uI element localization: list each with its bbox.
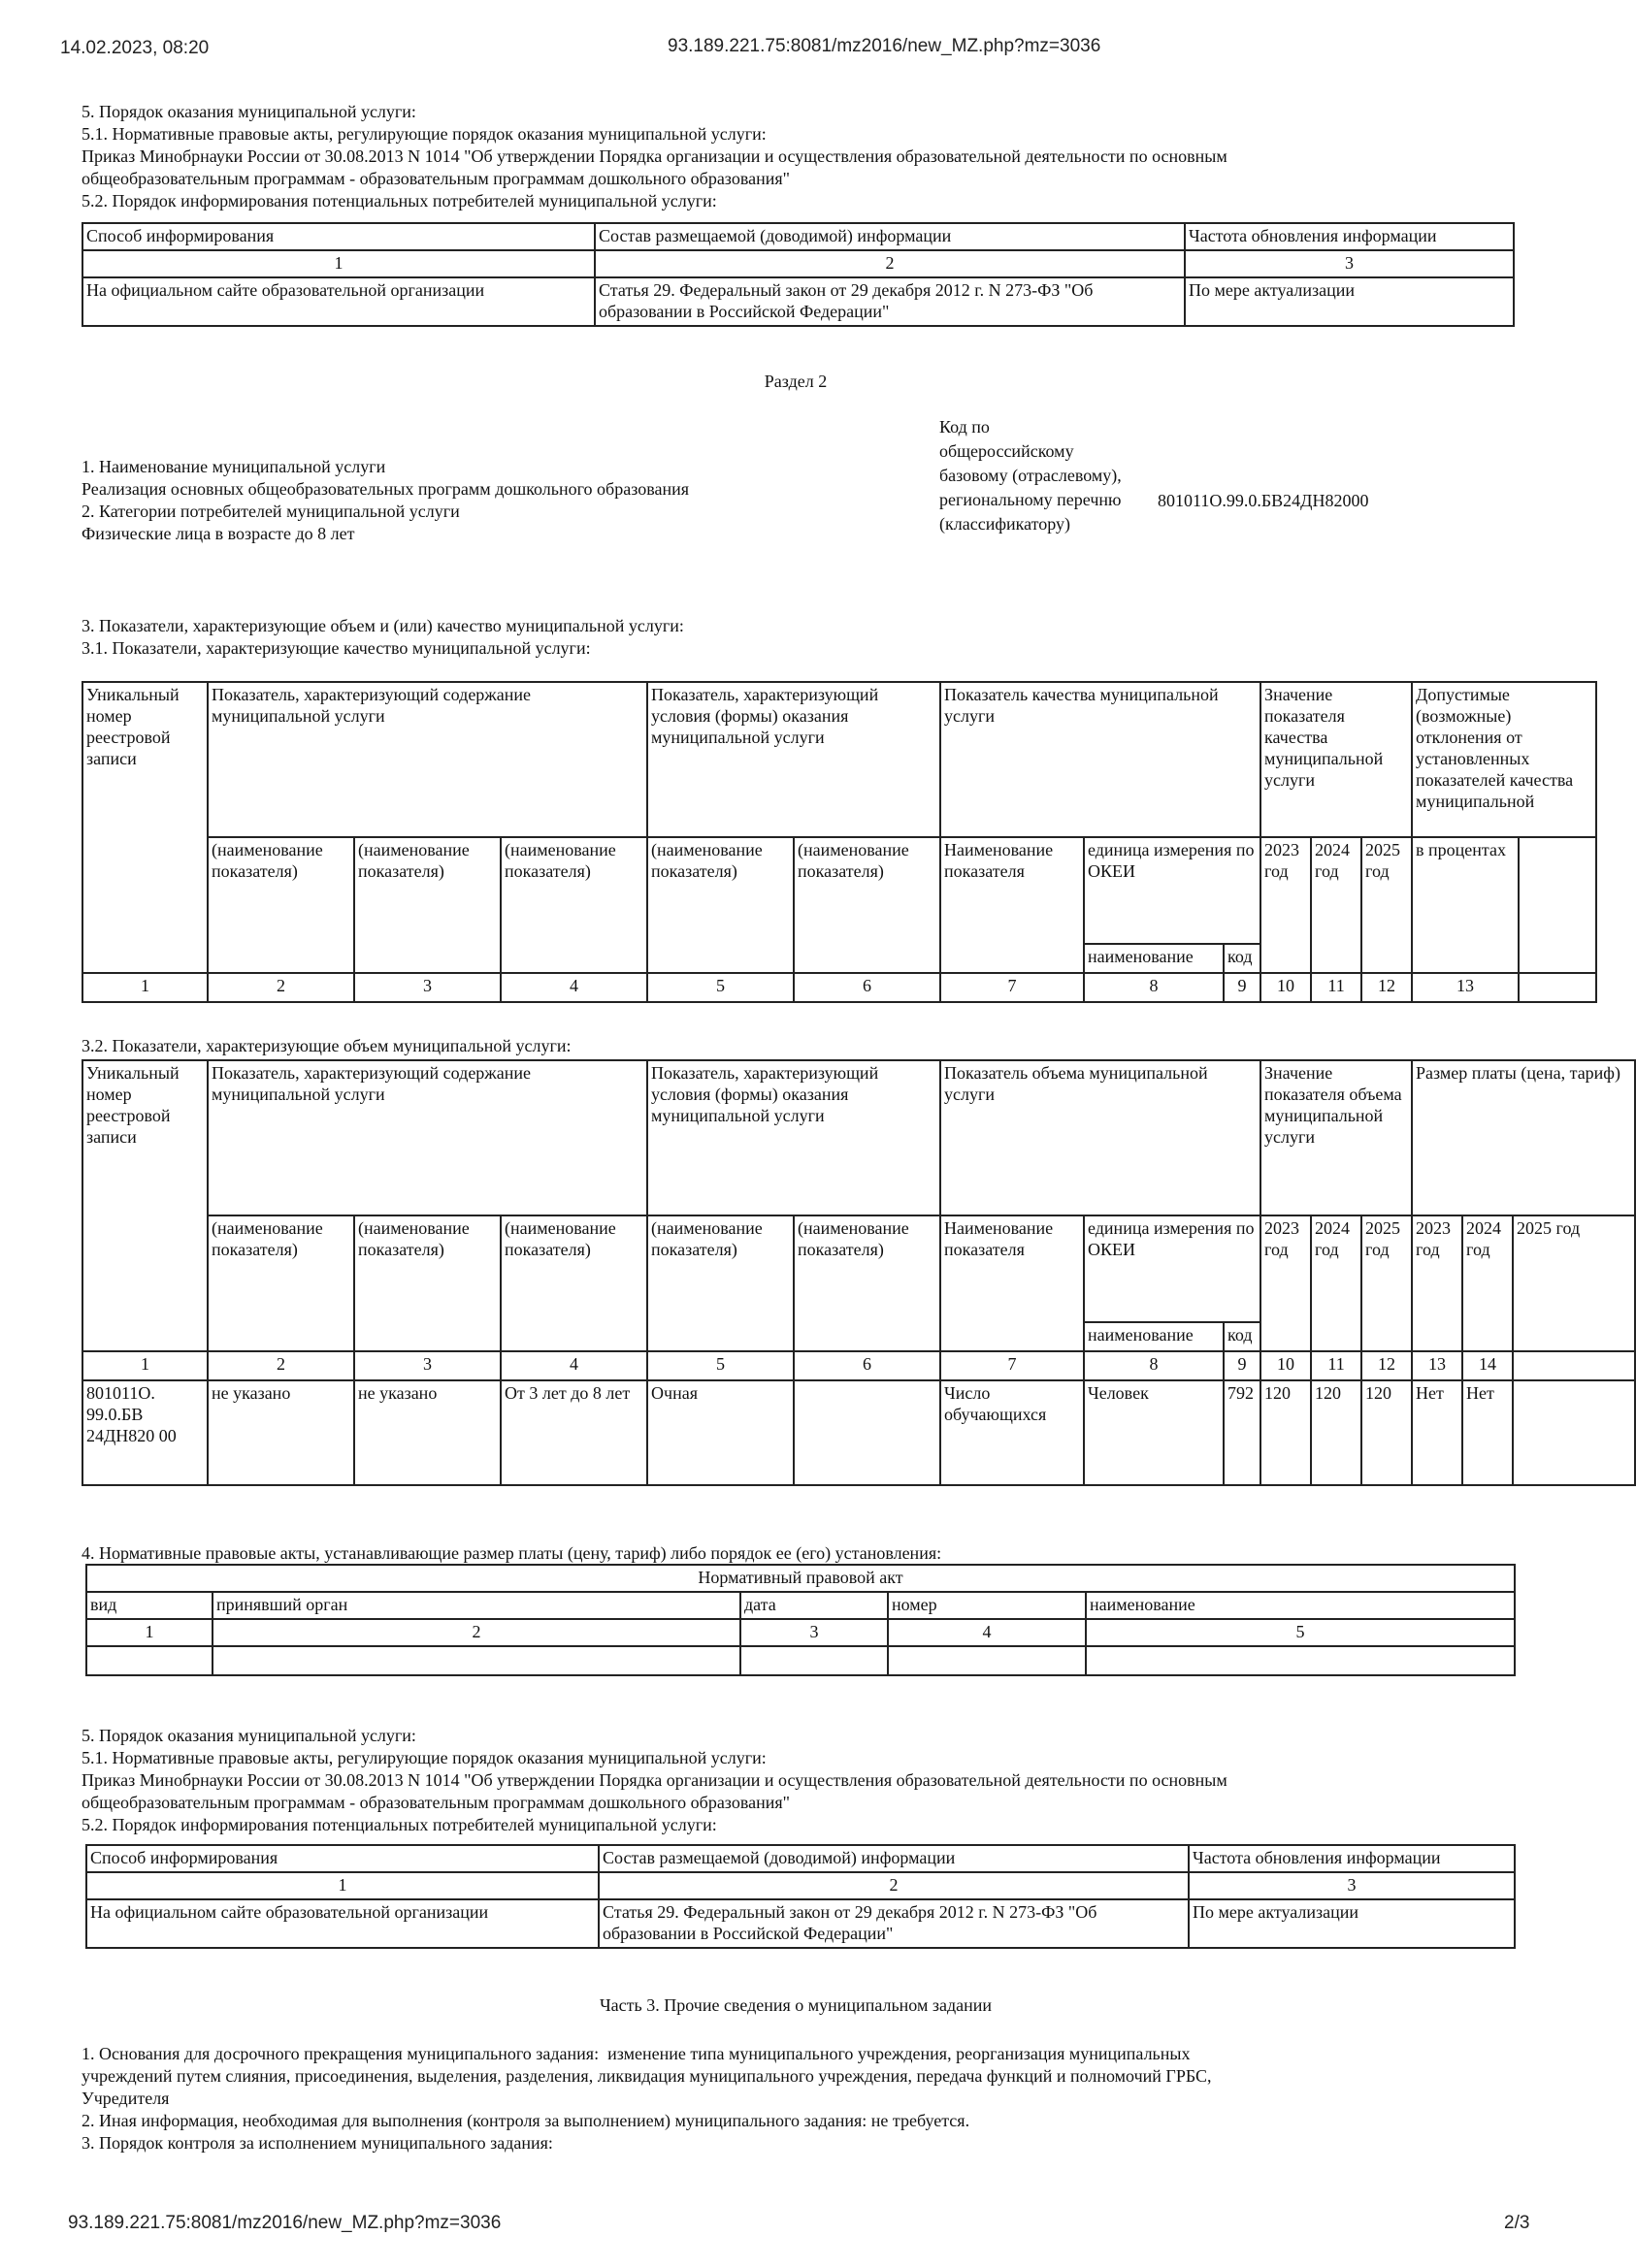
part3-line: 1. Основания для досрочного прекращения муниципального задания: изменение типа муниципального учреждения, реорганизация муниципальных xyxy=(82,2044,1191,2063)
volume-heading: 3.2. Показатели, характеризующие объем муниципальной услуги: xyxy=(82,1036,572,1055)
part3-line: Учредителя xyxy=(82,2089,170,2108)
indicator-name-header: (наименование показателя) xyxy=(647,1215,794,1351)
consumer-heading: 2. Категории потребителей муниципальной услуги xyxy=(82,502,460,521)
indicator-name-header: (наименование показателя) xyxy=(501,837,647,973)
table-cell: По мере актуализации xyxy=(1189,1899,1515,1948)
col-number: 11 xyxy=(1311,1351,1361,1380)
col-header: вид xyxy=(86,1592,213,1619)
col-number: 9 xyxy=(1224,973,1260,1002)
classifier-code-value: 801011О.99.0.БВ24ДН82000 xyxy=(1158,491,1369,510)
table-cell: Статья 29. Федеральный закон от 29 декабря 2012 г. N 273-ФЗ "Об образовании в Российской Федерации" xyxy=(595,277,1185,326)
table-cell: Число обучающихся xyxy=(940,1380,1084,1485)
indicator-name-header: Наименование показателя xyxy=(940,1215,1084,1351)
service-name: Реализация основных общеобразовательных программ дошкольного образования xyxy=(82,479,690,499)
quality-indicator-header: Показатель качества муниципальной услуги xyxy=(940,682,1260,837)
col-number: 7 xyxy=(940,973,1084,1002)
print-url-bottom: 93.189.221.75:8081/mz2016/new_MZ.php?mz=3036 xyxy=(68,2213,502,2233)
npa-heading: 5.1. Нормативные правовые акты, регулирующие порядок оказания муниципальной услуги: xyxy=(82,124,767,144)
table-cell: 120 xyxy=(1361,1380,1412,1485)
unit-header: единица измерения по ОКЕИ xyxy=(1084,837,1260,944)
part3-block xyxy=(82,2043,1527,2155)
print-url-top: 93.189.221.75:8081/mz2016/new_MZ.php?mz=3036 xyxy=(668,36,1101,56)
inform-table-top xyxy=(82,222,1515,327)
volume-table xyxy=(82,1059,1636,1486)
year-header: 2024 год xyxy=(1311,1215,1361,1351)
npa-text-line2: общеобразовательным программам - образовательным программам дошкольного образования" xyxy=(82,1793,790,1812)
table-cell: Человек xyxy=(1084,1380,1224,1485)
indicator-name-header: (наименование показателя) xyxy=(501,1215,647,1351)
col-number: 1 xyxy=(82,973,208,1002)
col-number: 14 xyxy=(1462,1351,1513,1380)
indicators-heading-line1: 3. Показатели, характеризующие объем и (или) качество муниципальной услуги: xyxy=(82,616,684,635)
npa-fee-heading: 4. Нормативные правовые акты, устанавливающие размер платы (цену, тариф) либо порядок ее (его) установления: xyxy=(82,1543,942,1563)
unit-code-header: код xyxy=(1224,944,1260,973)
part3-line: 2. Иная информация, необходимая для выполнения (контроля за выполнением) муниципального задания: не требуется. xyxy=(82,2111,970,2130)
col-number: 8 xyxy=(1084,1351,1224,1380)
inform-heading: 5.2. Порядок информирования потенциальных потребителей муниципальной услуги: xyxy=(82,191,717,211)
table-cell: Очная xyxy=(647,1380,794,1485)
col-number: 2 xyxy=(208,973,354,1002)
col-number: 1 xyxy=(86,1872,599,1899)
table-cell xyxy=(1086,1646,1515,1675)
year-header: 2025 год xyxy=(1361,1215,1412,1351)
part3-line: 3. Порядок контроля за исполнением муниципального задания: xyxy=(82,2133,553,2153)
razdel-title: Раздел 2 xyxy=(764,372,828,391)
col-header: Способ информирования xyxy=(86,1845,599,1872)
col-header: Способ информирования xyxy=(82,223,595,250)
part3-line: учреждений путем слияния, присоединения, выделения, разделения, ликвидация муниципального учреждения, передача функций и полномочий ГРБС, xyxy=(82,2066,1212,2086)
conditions-indicator-header: Показатель, характеризующий условия (формы) оказания муниципальной услуги xyxy=(647,1060,940,1215)
table-cell: Статья 29. Федеральный закон от 29 декабря 2012 г. N 273-ФЗ "Об образовании в Российской Федерации" xyxy=(599,1899,1189,1948)
col-number: 2 xyxy=(599,1872,1189,1899)
col-number: 13 xyxy=(1412,1351,1462,1380)
print-datetime: 14.02.2023, 08:20 xyxy=(60,38,210,58)
year-header: 2024 год xyxy=(1311,837,1361,973)
order-section-top xyxy=(82,101,1527,212)
conditions-indicator-header: Показатель, характеризующий условия (формы) оказания муниципальной услуги xyxy=(647,682,940,837)
table-cell xyxy=(888,1646,1086,1675)
unit-name-header: наименование xyxy=(1084,944,1224,973)
col-number: 1 xyxy=(86,1619,213,1646)
absolute-header xyxy=(1519,837,1596,973)
table-cell xyxy=(213,1646,740,1675)
col-header: Состав размещаемой (доводимой) информации xyxy=(595,223,1185,250)
col-header: номер xyxy=(888,1592,1086,1619)
col-number: 2 xyxy=(208,1351,354,1380)
indicator-name-header: (наименование показателя) xyxy=(647,837,794,973)
inform-table-bottom xyxy=(85,1844,1516,1949)
table-cell: На официальном сайте образовательной организации xyxy=(86,1899,599,1948)
table-cell: не указано xyxy=(208,1380,354,1485)
quality-heading: 3.1. Показатели, характеризующие качество муниципальной услуги: xyxy=(82,638,591,658)
quality-table xyxy=(82,681,1597,1003)
unit-header: единица измерения по ОКЕИ xyxy=(1084,1215,1260,1322)
col-number: 11 xyxy=(1311,973,1361,1002)
indicator-name-header: Наименование показателя xyxy=(940,837,1084,973)
col-number xyxy=(1519,973,1596,1002)
service-name-heading: 1. Наименование муниципальной услуги xyxy=(82,457,386,476)
npa-text-line2: общеобразовательным программам - образовательным программам дошкольного образования" xyxy=(82,169,790,188)
table-cell: По мере актуализации xyxy=(1185,277,1514,326)
col-number: 9 xyxy=(1224,1351,1260,1380)
indicator-name-header: (наименование показателя) xyxy=(208,837,354,973)
col-number xyxy=(1513,1351,1635,1380)
col-header: Состав размещаемой (доводимой) информации xyxy=(599,1845,1189,1872)
col-number: 3 xyxy=(354,1351,501,1380)
indicator-name-header: (наименование показателя) xyxy=(208,1215,354,1351)
table-cell: На официальном сайте образовательной организации xyxy=(82,277,595,326)
year-header: 2023 год xyxy=(1260,1215,1311,1351)
part3-title: Часть 3. Прочие сведения о муниципальном задании xyxy=(599,1995,992,2015)
unit-code-header: код xyxy=(1224,1322,1260,1351)
indicator-name-header: (наименование показателя) xyxy=(794,837,940,973)
order-section-bottom xyxy=(82,1725,1527,1836)
col-number: 3 xyxy=(740,1619,888,1646)
col-number: 4 xyxy=(501,1351,647,1380)
content-indicator-header: Показатель, характеризующий содержание муниципальной услуги xyxy=(208,682,647,837)
col-number: 3 xyxy=(1189,1872,1515,1899)
npa-text-line1: Приказ Минобрнауки России от 30.08.2013 N 1014 "Об утверждении Порядка организации и осуществления образовательной деятельности по основным xyxy=(82,146,1227,166)
table-cell xyxy=(740,1646,888,1675)
table-cell: Нет xyxy=(1462,1380,1513,1485)
col-number: 10 xyxy=(1260,1351,1311,1380)
print-page-number: 2/3 xyxy=(1504,2213,1530,2233)
volume-table-clip xyxy=(82,1059,1620,1525)
col-number: 8 xyxy=(1084,973,1224,1002)
table-cell: 120 xyxy=(1311,1380,1361,1485)
col-number: 1 xyxy=(82,1351,208,1380)
col-header: дата xyxy=(740,1592,888,1619)
volume-indicator-header: Показатель объема муниципальной услуги xyxy=(940,1060,1260,1215)
col-number: 2 xyxy=(213,1619,740,1646)
indicator-name-header: (наименование показателя) xyxy=(354,837,501,973)
percent-header: в процентах xyxy=(1412,837,1519,973)
col-number: 4 xyxy=(501,973,647,1002)
unique-number-header: Уникальный номер реестровой записи xyxy=(82,1060,208,1351)
col-number: 6 xyxy=(794,1351,940,1380)
inform-heading: 5.2. Порядок информирования потенциальных потребителей муниципальной услуги: xyxy=(82,1815,717,1834)
npa-fee-table xyxy=(85,1564,1516,1676)
year-header: 2025 год xyxy=(1361,837,1412,973)
table-cell: 792 xyxy=(1224,1380,1260,1485)
table-cell xyxy=(86,1646,213,1675)
service-block xyxy=(82,456,955,545)
unit-name-header: наименование xyxy=(1084,1322,1224,1351)
quality-value-header: Значение показателя качества муниципальной услуги xyxy=(1260,682,1412,837)
col-number: 12 xyxy=(1361,973,1412,1002)
col-number: 5 xyxy=(1086,1619,1515,1646)
classifier-code-label: Код по общероссийскому базовому (отраслевому), региональному перечню (классификатору) xyxy=(939,417,1122,534)
table-cell xyxy=(1513,1380,1635,1485)
fee-year-header: 2025 год xyxy=(1513,1215,1635,1351)
col-number: 6 xyxy=(794,973,940,1002)
fee-year-header: 2024 год xyxy=(1462,1215,1513,1351)
order-heading: 5. Порядок оказания муниципальной услуги: xyxy=(82,102,416,121)
content-indicator-header: Показатель, характеризующий содержание муниципальной услуги xyxy=(208,1060,647,1215)
table-cell xyxy=(794,1380,940,1485)
table-cell: не указано xyxy=(354,1380,501,1485)
col-number: 5 xyxy=(647,973,794,1002)
npa-heading: 5.1. Нормативные правовые акты, регулирующие порядок оказания муниципальной услуги: xyxy=(82,1748,767,1767)
col-number: 10 xyxy=(1260,973,1311,1002)
npa-text-line1: Приказ Минобрнауки России от 30.08.2013 N 1014 "Об утверждении Порядка организации и осуществления образовательной деятельности по основным xyxy=(82,1770,1227,1790)
col-number: 2 xyxy=(595,250,1185,277)
col-number: 1 xyxy=(82,250,595,277)
col-number: 7 xyxy=(940,1351,1084,1380)
col-header: принявший орган xyxy=(213,1592,740,1619)
year-header: 2023 год xyxy=(1260,837,1311,973)
allowed-deviation-header: Допустимые (возможные) отклонения от установленных показателей качества муниципальной xyxy=(1412,682,1596,837)
col-header: Частота обновления информации xyxy=(1185,223,1514,250)
quality-table-clip xyxy=(82,681,1574,1011)
table-cell: 120 xyxy=(1260,1380,1311,1485)
volume-value-header: Значение показателя объема муниципальной услуги xyxy=(1260,1060,1412,1215)
table-cell: Нет xyxy=(1412,1380,1462,1485)
col-number: 4 xyxy=(888,1619,1086,1646)
npa-header: Нормативный правовой акт xyxy=(86,1565,1515,1592)
indicator-name-header: (наименование показателя) xyxy=(354,1215,501,1351)
col-number: 3 xyxy=(354,973,501,1002)
table-cell: 801011О. 99.0.БВ 24ДН820 00 xyxy=(82,1380,208,1485)
order-heading: 5. Порядок оказания муниципальной услуги: xyxy=(82,1726,416,1745)
fee-year-header: 2023 год xyxy=(1412,1215,1462,1351)
col-number: 5 xyxy=(647,1351,794,1380)
col-number: 12 xyxy=(1361,1351,1412,1380)
col-number: 13 xyxy=(1412,973,1519,1002)
indicator-name-header: (наименование показателя) xyxy=(794,1215,940,1351)
col-header: наименование xyxy=(1086,1592,1515,1619)
table-cell: От 3 лет до 8 лет xyxy=(501,1380,647,1485)
fee-header: Размер платы (цена, тариф) xyxy=(1412,1060,1635,1215)
col-header: Частота обновления информации xyxy=(1189,1845,1515,1872)
consumer-category: Физические лица в возрасте до 8 лет xyxy=(82,524,355,543)
unique-number-header: Уникальный номер реестровой записи xyxy=(82,682,208,973)
indicators-heading xyxy=(82,615,1527,660)
col-number: 3 xyxy=(1185,250,1514,277)
